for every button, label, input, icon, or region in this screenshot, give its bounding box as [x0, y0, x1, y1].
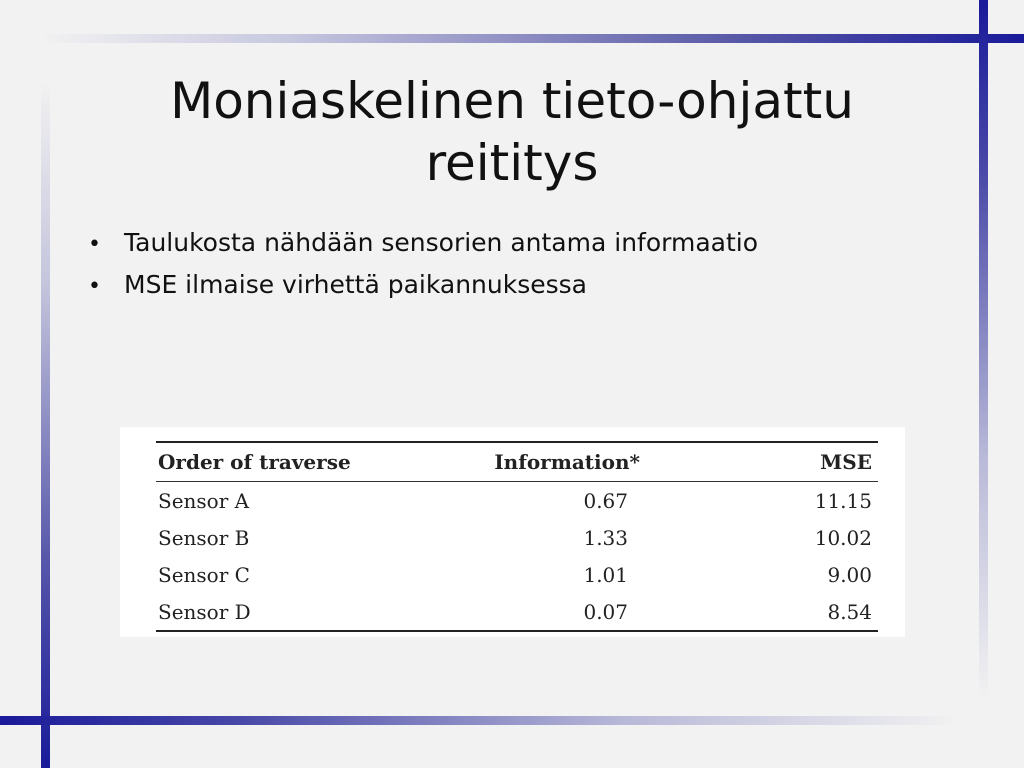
slide-title	[60, 70, 964, 194]
header-mse: MSE	[820, 450, 872, 474]
bullet-text: Taulukosta nähdään sensorien antama informaatio	[124, 228, 759, 257]
bullet-icon: •	[88, 274, 101, 299]
table-header-row	[156, 443, 878, 481]
cell-mse: 8.54	[827, 599, 872, 624]
bullet-text: MSE ilmaise virhettä paikannuksessa	[124, 270, 588, 299]
cell-sensor: Sensor D	[158, 599, 251, 624]
right-decorative-line	[979, 0, 988, 700]
cell-mse: 9.00	[827, 562, 872, 587]
cell-information: 1.01	[583, 562, 628, 587]
data-table	[156, 441, 878, 632]
table-bottom-rule	[156, 630, 878, 632]
slide-title-line-1: Moniaskelinen tieto-ohjattu	[170, 72, 854, 130]
cell-information: 0.67	[583, 488, 628, 513]
header-order-of-traverse: Order of traverse	[158, 450, 351, 474]
table-row	[156, 593, 878, 630]
bullet-item	[88, 228, 758, 270]
table-image	[120, 427, 905, 637]
bottom-decorative-line	[0, 716, 960, 725]
table-row	[156, 482, 878, 519]
bullet-icon: •	[88, 232, 101, 257]
cell-information: 1.33	[583, 525, 628, 550]
top-decorative-line	[40, 34, 1024, 43]
bullet-list	[88, 228, 758, 312]
cell-sensor: Sensor B	[158, 525, 250, 550]
cell-mse: 10.02	[814, 525, 872, 550]
cell-sensor: Sensor C	[158, 562, 250, 587]
table-row	[156, 519, 878, 556]
bullet-item	[88, 270, 758, 312]
header-information: Information*	[494, 450, 640, 474]
cell-mse: 11.15	[814, 488, 872, 513]
cell-sensor: Sensor A	[158, 488, 250, 513]
table-row	[156, 556, 878, 593]
left-decorative-line	[41, 80, 50, 768]
slide-title-line-2: reititys	[425, 134, 599, 192]
cell-information: 0.07	[583, 599, 628, 624]
